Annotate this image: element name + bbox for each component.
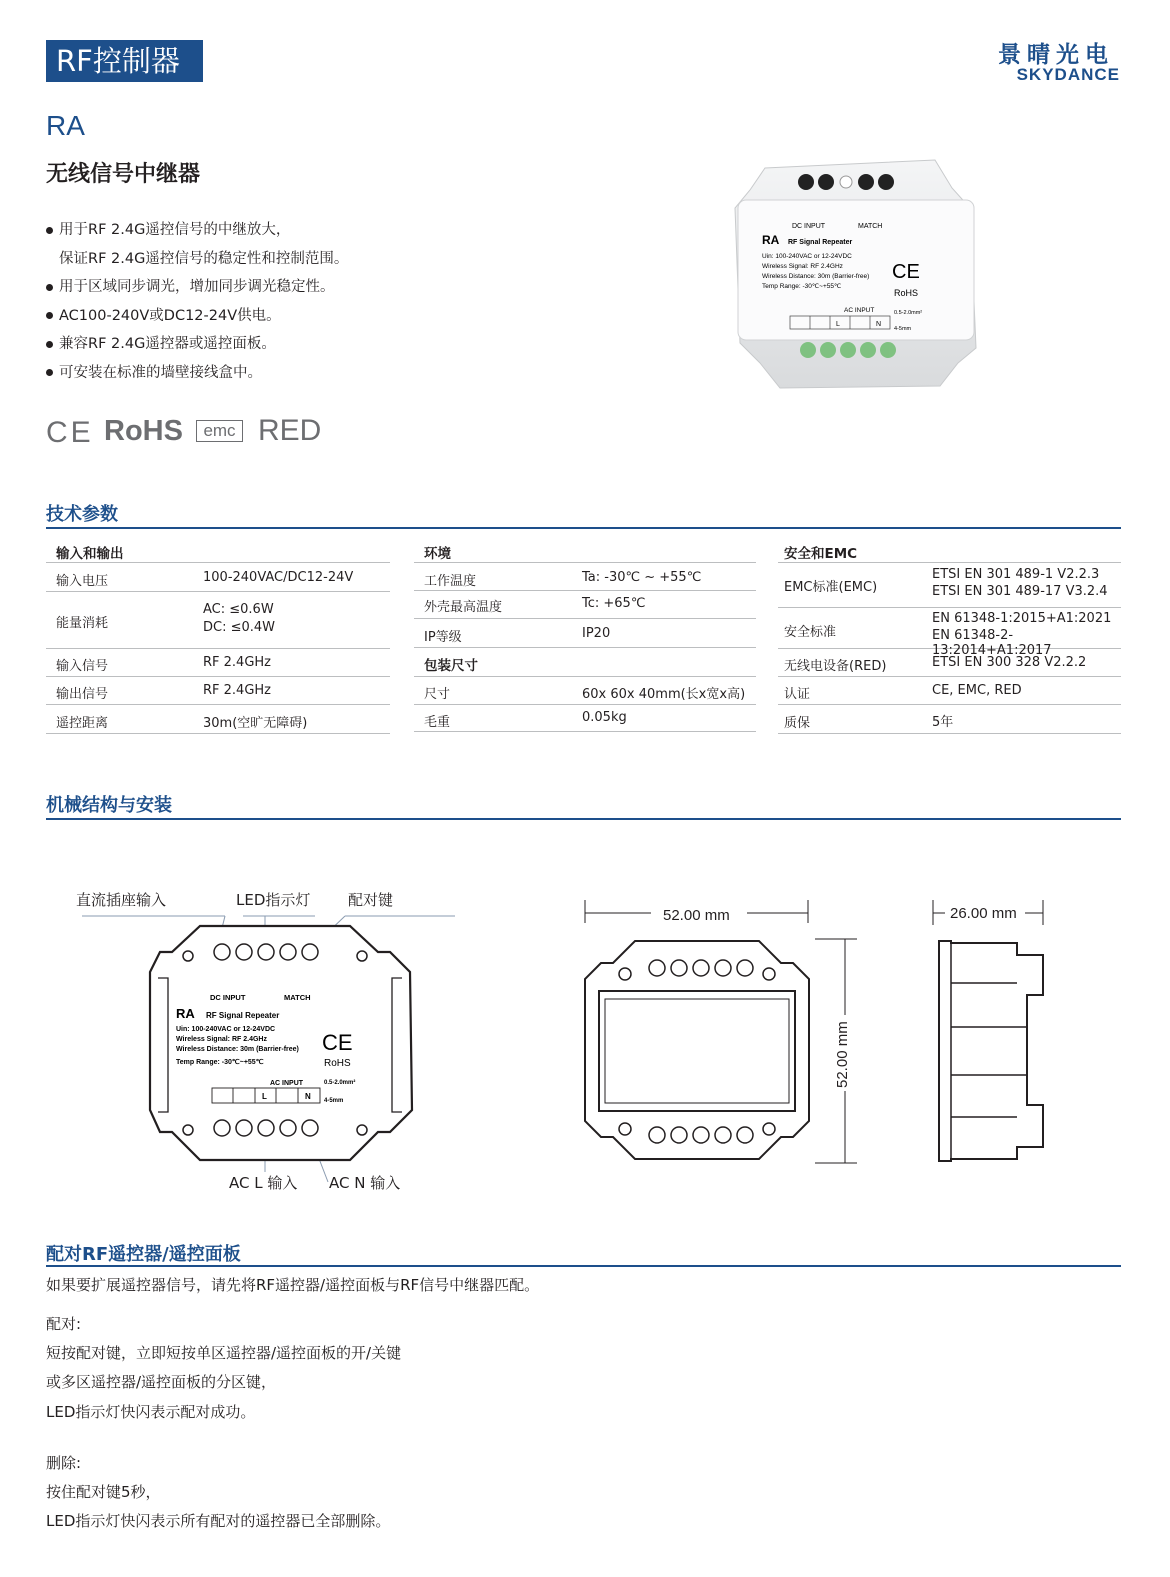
spec-header-row: 包装尺寸 bbox=[414, 648, 756, 677]
photo-temp: Temp Range: -30℃~+55℃ bbox=[762, 283, 842, 290]
photo-ac-input: AC INPUT bbox=[844, 307, 875, 314]
drawing-strip: 4-5mm bbox=[324, 1098, 344, 1104]
brand-name-cn: 景晴光电 bbox=[998, 42, 1114, 68]
dimension-front-drawing bbox=[575, 895, 865, 1175]
delete-heading: 删除: bbox=[46, 1454, 82, 1472]
rohs-logo: RoHS bbox=[104, 415, 183, 447]
drawing-title: RF Signal Repeater bbox=[206, 1011, 280, 1020]
emc-logo: emc bbox=[196, 420, 243, 442]
spec-column-safety bbox=[778, 534, 1121, 734]
product-model: RA bbox=[46, 110, 85, 141]
pairing-intro: 如果要扩展遥控器信号，请先将RF遥控器/遥控面板与RF信号中继器匹配。 bbox=[46, 1276, 540, 1294]
spec-column-env bbox=[414, 534, 756, 734]
bullet-icon bbox=[46, 369, 53, 376]
specs-title: 技术参数 bbox=[46, 504, 118, 525]
spec-header-row: 环境 bbox=[414, 534, 756, 563]
mechanical-title: 机械结构与安装 bbox=[46, 795, 172, 816]
delete-step: LED指示灯快闪表示所有配对的遥控器已全部删除。 bbox=[46, 1512, 391, 1530]
spec-row: 毛重 0.05kg bbox=[414, 705, 756, 732]
spec-row: 输入电压 100-240VAC/DC12-24V bbox=[46, 563, 390, 592]
certification-logos bbox=[46, 412, 346, 452]
photo-signal: Wireless Signal: RF 2.4GHz bbox=[762, 263, 843, 270]
photo-terminal-n: N bbox=[876, 321, 882, 328]
callout-match-key: 配对键 bbox=[348, 891, 394, 909]
feature-item: 兼容RF 2.4G遥控器或遥控面板。 bbox=[46, 330, 348, 359]
spec-row: EMC标准(EMC) ETSI EN 301 489-1 V2.2.3 ETSI EN 301 489-17 V3.2.4 bbox=[778, 563, 1121, 608]
photo-terminal-l: L bbox=[836, 321, 840, 328]
callout-dc-socket: 直流插座输入 bbox=[76, 891, 167, 909]
drawing-terminal-l: L bbox=[262, 1092, 267, 1101]
mechanical-divider bbox=[46, 818, 1121, 820]
spec-row: 质保 5年 bbox=[778, 705, 1121, 734]
feature-list bbox=[46, 216, 348, 388]
drawing-signal: Wireless Signal: RF 2.4GHz bbox=[176, 1036, 267, 1043]
bullet-icon bbox=[46, 284, 53, 291]
front-view-drawing bbox=[60, 900, 470, 1200]
spec-header-row: 输入和输出 bbox=[46, 534, 390, 563]
callout-led: LED指示灯 bbox=[236, 891, 311, 909]
spec-row: 尺寸 60x 60x 40mm(长x宽x高) bbox=[414, 677, 756, 705]
photo-wire: 0.5-2.0mm² bbox=[894, 310, 923, 316]
photo-title: RF Signal Repeater bbox=[788, 239, 853, 246]
spec-row: 工作温度 Ta: -30℃ ~ +55℃ bbox=[414, 563, 756, 591]
feature-item: 用于RF 2.4G遥控信号的中继放大， bbox=[46, 216, 348, 245]
photo-match: MATCH bbox=[858, 223, 883, 230]
drawing-ce: CE bbox=[322, 1030, 353, 1055]
spec-row: 认证 CE, EMC, RED bbox=[778, 677, 1121, 705]
spec-row: 输入信号 RF 2.4GHz bbox=[46, 649, 390, 677]
bullet-icon bbox=[46, 227, 53, 234]
dimension-depth: 26.00 mm bbox=[950, 905, 1017, 922]
drawing-wire: 0.5-2.0mm² bbox=[324, 1080, 356, 1086]
spec-row: 无线电设备(RED) ETSI EN 300 328 V2.2.2 bbox=[778, 649, 1121, 677]
spec-row: 遥控距离 30m(空旷无障碍) bbox=[46, 705, 390, 734]
product-photo bbox=[720, 148, 990, 418]
drawing-uin: Uin: 100-240VAC or 12-24VDC bbox=[176, 1026, 276, 1033]
drawing-dc-input: DC INPUT bbox=[210, 993, 246, 1002]
spec-row: 外壳最高温度 Tc: +65℃ bbox=[414, 591, 756, 619]
pair-step: 或多区遥控器/遥控面板的分区键， bbox=[46, 1373, 277, 1391]
drawing-temp: Temp Range: -30℃~+55℃ bbox=[176, 1059, 264, 1066]
spec-row: 安全标准 EN 61348-1:2015+A1:2021 EN 61348-2-13:2014+A1:2017 bbox=[778, 608, 1121, 649]
pair-heading: 配对: bbox=[46, 1315, 82, 1333]
photo-ce: CE bbox=[892, 261, 920, 283]
drawing-match: MATCH bbox=[284, 993, 311, 1002]
drawing-ac-input: AC INPUT bbox=[270, 1080, 304, 1087]
dimension-width: 52.00 mm bbox=[663, 907, 730, 924]
pair-step: 短按配对键，立即短按单区遥控器/遥控面板的开/关键 bbox=[46, 1344, 402, 1362]
photo-distance: Wireless Distance: 30m (Barrier-free) bbox=[762, 273, 870, 280]
bullet-icon bbox=[46, 341, 53, 348]
drawing-model: RA bbox=[176, 1006, 195, 1021]
category-badge: RF控制器 bbox=[46, 40, 203, 82]
spec-header-row: 安全和EMC bbox=[778, 534, 1121, 563]
photo-model: RA bbox=[762, 233, 780, 247]
brand-name-en: SKYDANCE bbox=[1016, 65, 1120, 84]
feature-item: AC100-240V或DC12-24V供电。 bbox=[46, 302, 348, 331]
photo-rohs: RoHS bbox=[894, 288, 919, 298]
red-logo: RED bbox=[258, 414, 322, 447]
photo-strip: 4-5mm bbox=[894, 326, 912, 332]
feature-item: 保证RF 2.4G遥控信号的稳定性和控制范围。 bbox=[59, 250, 349, 267]
product-name: 无线信号中继器 bbox=[46, 162, 201, 187]
spec-row: 能量消耗 AC: ≤0.6W DC: ≤0.4W bbox=[46, 592, 390, 649]
dimension-side-drawing bbox=[925, 895, 1055, 1175]
delete-step: 按住配对键5秒， bbox=[46, 1483, 161, 1501]
callout-ac-n: AC N 输入 bbox=[329, 1174, 401, 1192]
dimension-height: 52.00 mm bbox=[834, 1021, 851, 1088]
pairing-divider bbox=[46, 1265, 1121, 1267]
pairing-title: 配对RF遥控器/遥控面板 bbox=[46, 1244, 241, 1265]
feature-item: 用于区域同步调光，增加同步调光稳定性。 bbox=[46, 273, 348, 302]
specs-divider bbox=[46, 527, 1121, 529]
photo-uin: Uin: 100-240VAC or 12-24VDC bbox=[762, 253, 852, 260]
spec-column-io bbox=[46, 534, 390, 734]
drawing-terminal-n: N bbox=[305, 1092, 311, 1101]
photo-dc-input: DC INPUT bbox=[792, 223, 826, 230]
bullet-icon bbox=[46, 312, 53, 319]
feature-item: 可安装在标准的墙壁接线盒中。 bbox=[46, 359, 348, 388]
pair-step: LED指示灯快闪表示配对成功。 bbox=[46, 1403, 256, 1421]
drawing-distance: Wireless Distance: 30m (Barrier-free) bbox=[176, 1046, 299, 1053]
callout-ac-l: AC L 输入 bbox=[229, 1174, 298, 1192]
spec-row: 输出信号 RF 2.4GHz bbox=[46, 677, 390, 705]
spec-row: IP等级 IP20 bbox=[414, 619, 756, 648]
ce-logo: CE bbox=[46, 416, 94, 449]
drawing-rohs: RoHS bbox=[324, 1058, 351, 1069]
